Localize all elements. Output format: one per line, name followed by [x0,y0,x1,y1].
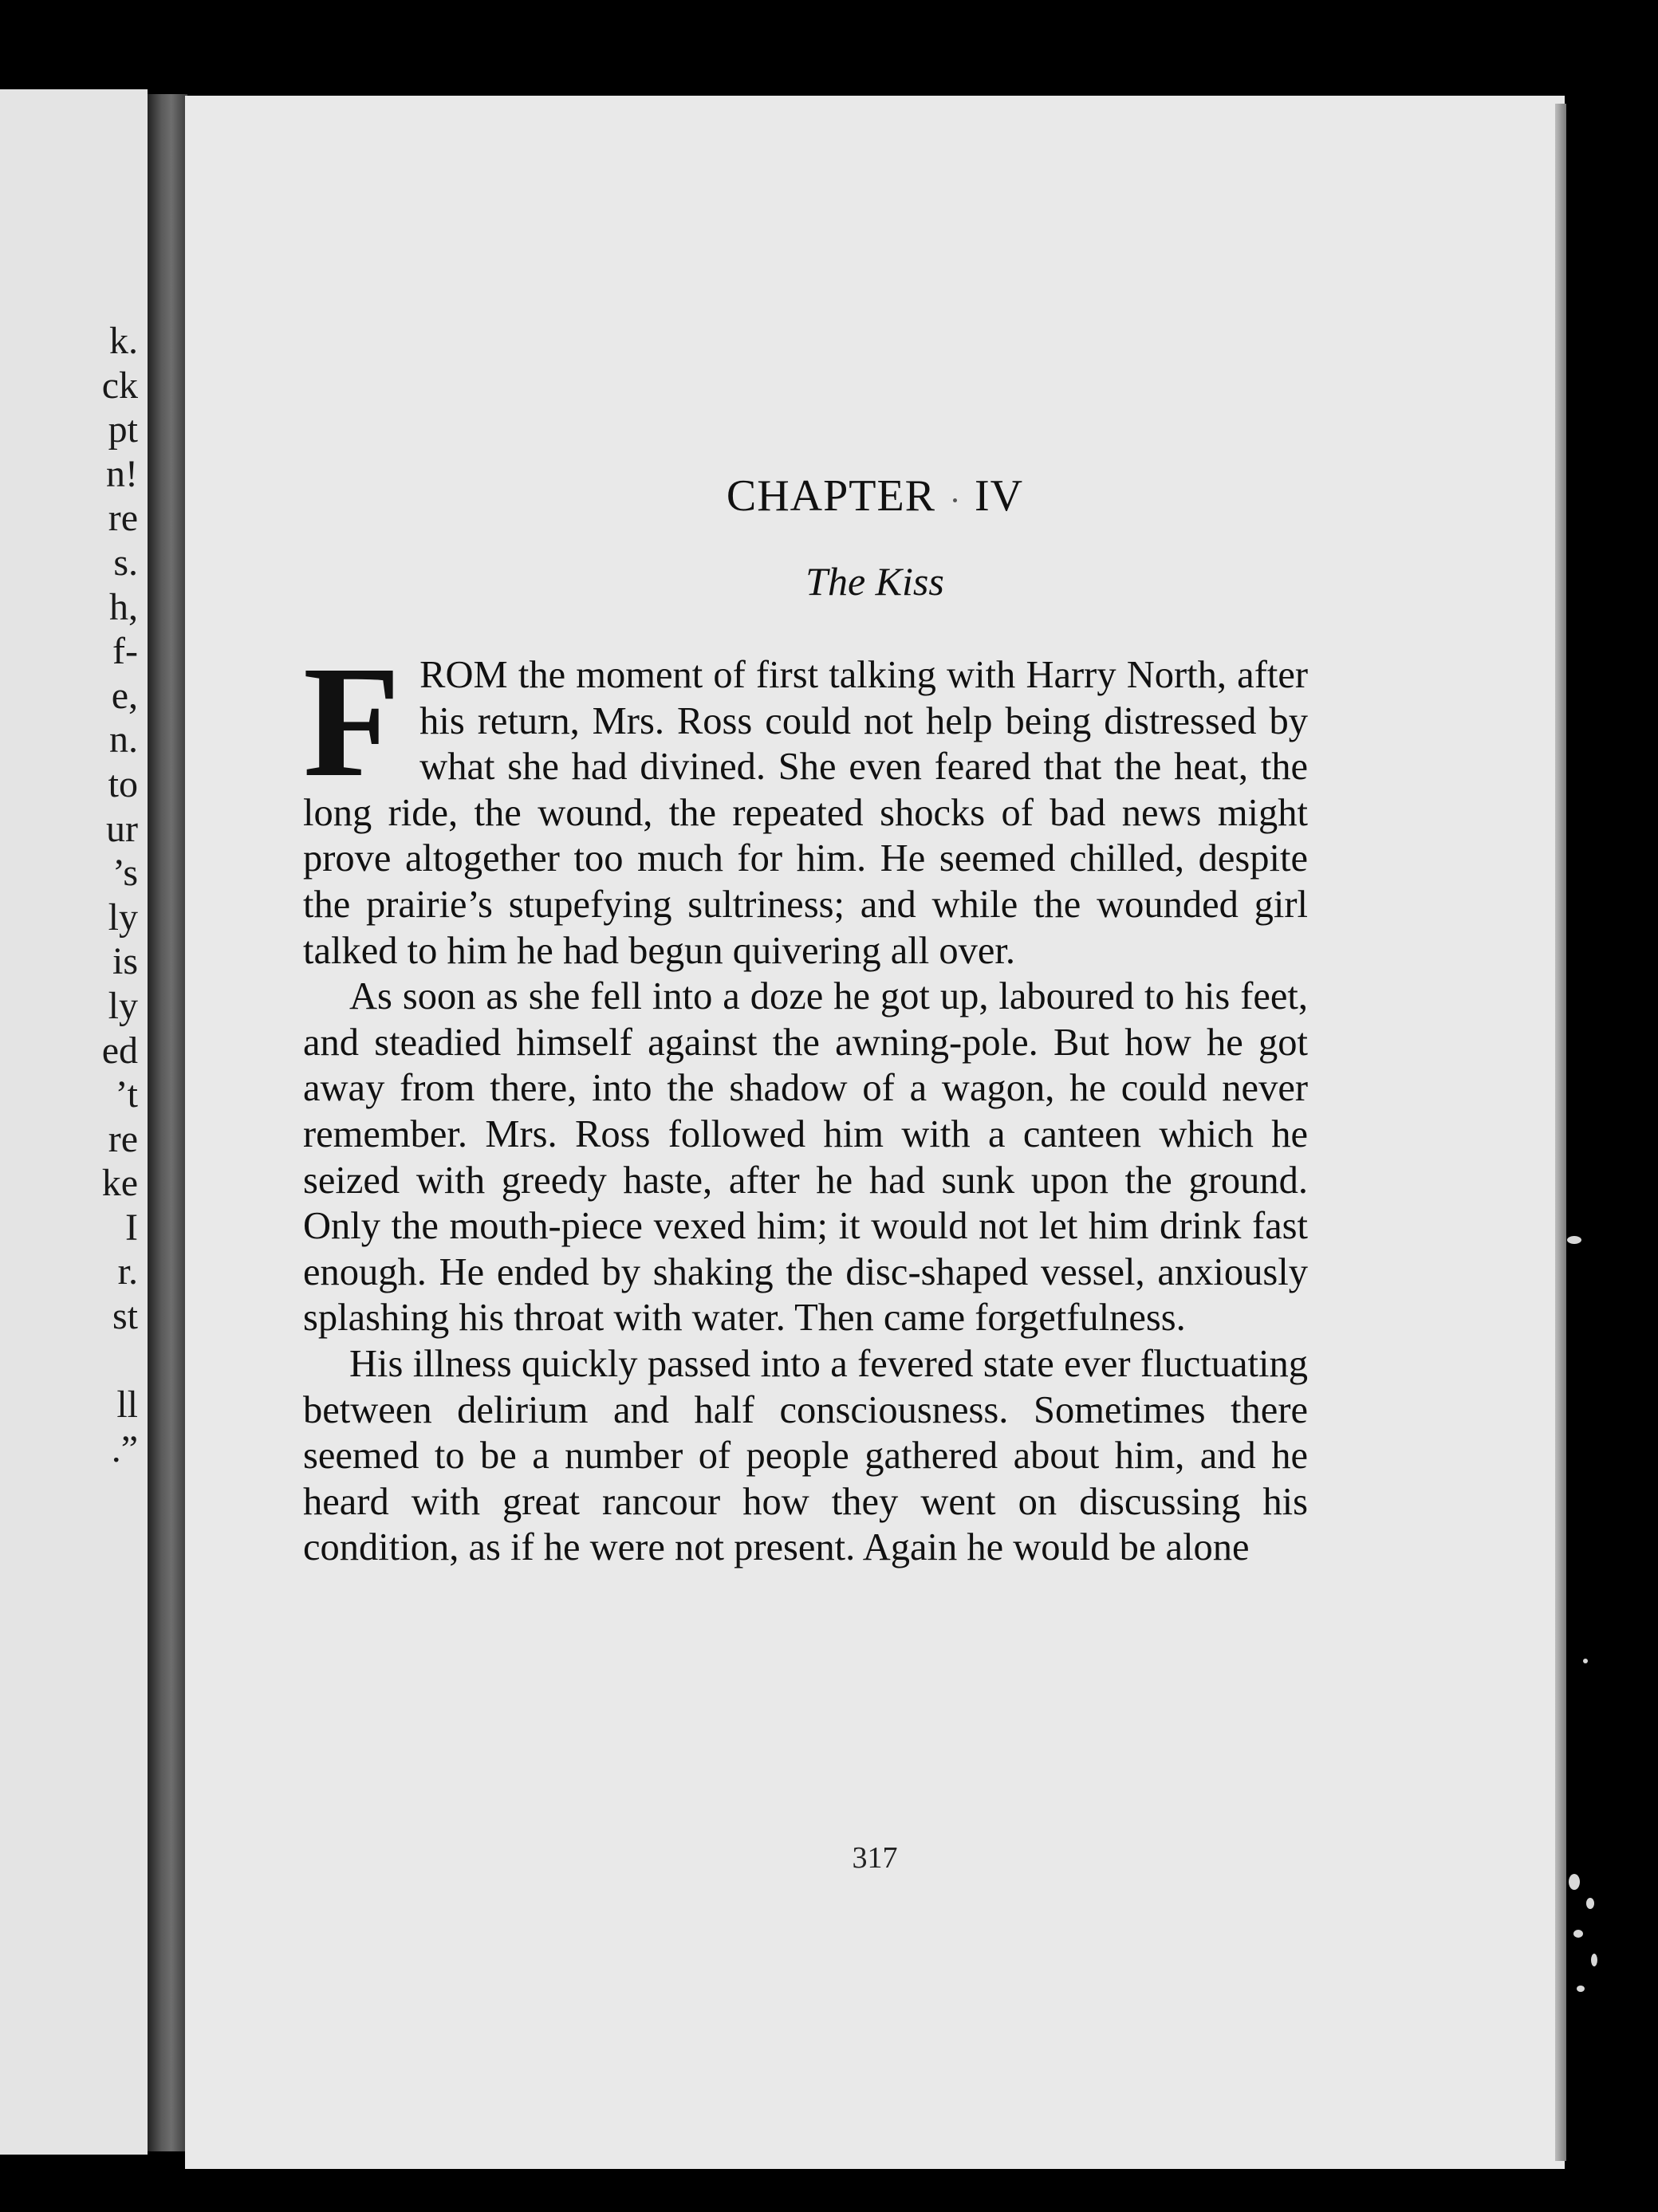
heading-dot [953,498,957,502]
left-page-line: .” [111,1427,138,1470]
paragraph-2: As soon as she fell into a doze he got up, laboured to his feet, and steadied himself against the awning-pole. But how he got away from there, into the shadow of a wagon, he could never remember. Mrs. Ross followed him with a canteen which he seized with greedy haste, after he had sunk upon the ground. Only the mouth-piece vexed him; it would not let him drink fast enough. He ended by shaking the disc-shaped vessel, anxiously splashing his throat with water. Then came forgetfulness. [303,975,1308,1340]
left-page-line: ur [106,807,138,850]
left-page-line: n! [106,452,138,495]
left-page-line: ll [116,1383,138,1427]
left-page-line: k. [109,320,138,362]
left-page-line: ck [101,364,138,407]
book-gutter [148,94,187,2151]
left-page-line: re [108,497,138,540]
left-page-line: ly [108,895,138,939]
left-page-line: n. [109,718,138,762]
left-page-line: ’s [112,852,138,895]
left-page-line: ly [108,984,138,1027]
paragraph-1 [303,634,1308,974]
left-page-line: is [112,940,138,983]
left-page-line: to [108,762,138,805]
left-page-line: ’t [115,1073,138,1116]
scan-specks [1559,1236,1631,2153]
left-page-line: st [112,1295,138,1338]
paragraph-3: His illness quickly passed into a fevered state ever fluctuating between delirium and half consciousness. Sometimes there seemed to be a number of people gathered about him, and he heard with great rancour how they went on discussing his condition, as if he were not present. Again he would be alone [303,1342,1308,1569]
left-page-line: e, [111,674,138,717]
left-page-line: h, [109,585,138,628]
left-page-line: ed [101,1029,138,1072]
left-page-line: ke [101,1162,138,1205]
chapter-heading [185,470,1565,522]
chapter-body [303,634,1308,1571]
lead-word: ROM [419,654,508,696]
left-page-line: s. [113,541,138,584]
chapter-subtitle: The Kiss [805,559,944,604]
left-page-line [102,1339,138,1383]
paragraph-1-text: the moment of first talking with Harry North, after his return, Mrs. Ross could not help being distressed by what she had divined. She even feared that the heat, the long ride, the wound, the repeated shocks of bad news might prove altogether too much for him. He seemed chilled, despite the prairie’s stupefying sultriness; and while the wounded girl talked to him he had begun quivering all over. [303,654,1308,972]
left-page-line: I [125,1206,138,1249]
left-page-line-endings [102,319,138,1471]
drop-cap: F [303,634,401,810]
left-facing-page [0,89,148,2155]
left-page-line: r. [117,1250,138,1293]
left-page-line: pt [108,408,138,451]
page-number: 317 [852,1841,898,1875]
chapter-heading-numeral: IV [975,471,1024,521]
left-page-line: f- [112,630,138,673]
left-page-line: re [108,1117,138,1160]
chapter-heading-word: CHAPTER [726,471,936,521]
